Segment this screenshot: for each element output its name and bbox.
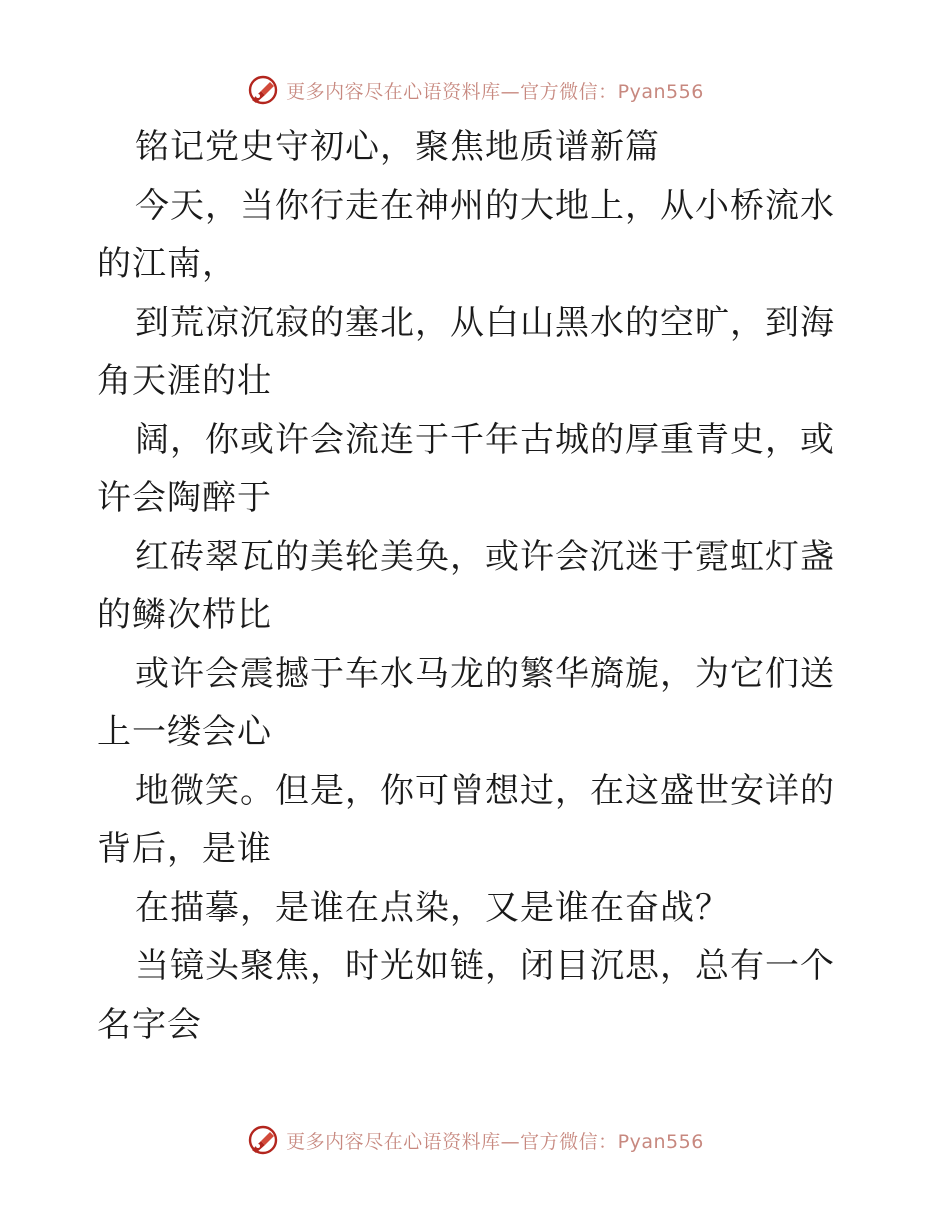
paragraph: 阔，你或许会流连于千年古城的厚重青史，或许会陶醉于 (97, 419, 835, 518)
pen-logo-icon (246, 73, 280, 107)
header-watermark-banner (0, 70, 950, 110)
footer-watermark-banner (0, 1120, 950, 1160)
document-title: 铭记党史守初心，聚焦地质谱新篇 (135, 127, 660, 167)
paragraph: 或许会震撼于车水马龙的繁华旖旎，为它们送上一缕会心 (97, 653, 835, 752)
paragraph: 今天，当你行走在神州的大地上，从小桥流水的江南， (97, 185, 835, 284)
pen-logo-icon (246, 1123, 280, 1157)
paragraph: 在描摹，是谁在点染，又是谁在奋战？ (135, 887, 730, 928)
paragraph: 到荒凉沉寂的塞北，从白山黑水的空旷，到海角天涯的壮 (97, 302, 835, 401)
banner-text: 更多内容尽在心语资料库—官方微信：Pyan556 (286, 80, 704, 103)
paragraph: 红砖翠瓦的美轮美奂，或许会沉迷于霓虹灯盏的鳞次栉比 (97, 536, 835, 635)
banner-text: 更多内容尽在心语资料库—官方微信：Pyan556 (286, 1130, 704, 1153)
paragraph: 当镜头聚焦，时光如链，闭目沉思，总有一个名字会 (97, 946, 835, 1045)
document-body (97, 118, 857, 1054)
paragraph: 地微笑。但是，你可曾想过，在这盛世安详的背后，是谁 (97, 770, 835, 869)
